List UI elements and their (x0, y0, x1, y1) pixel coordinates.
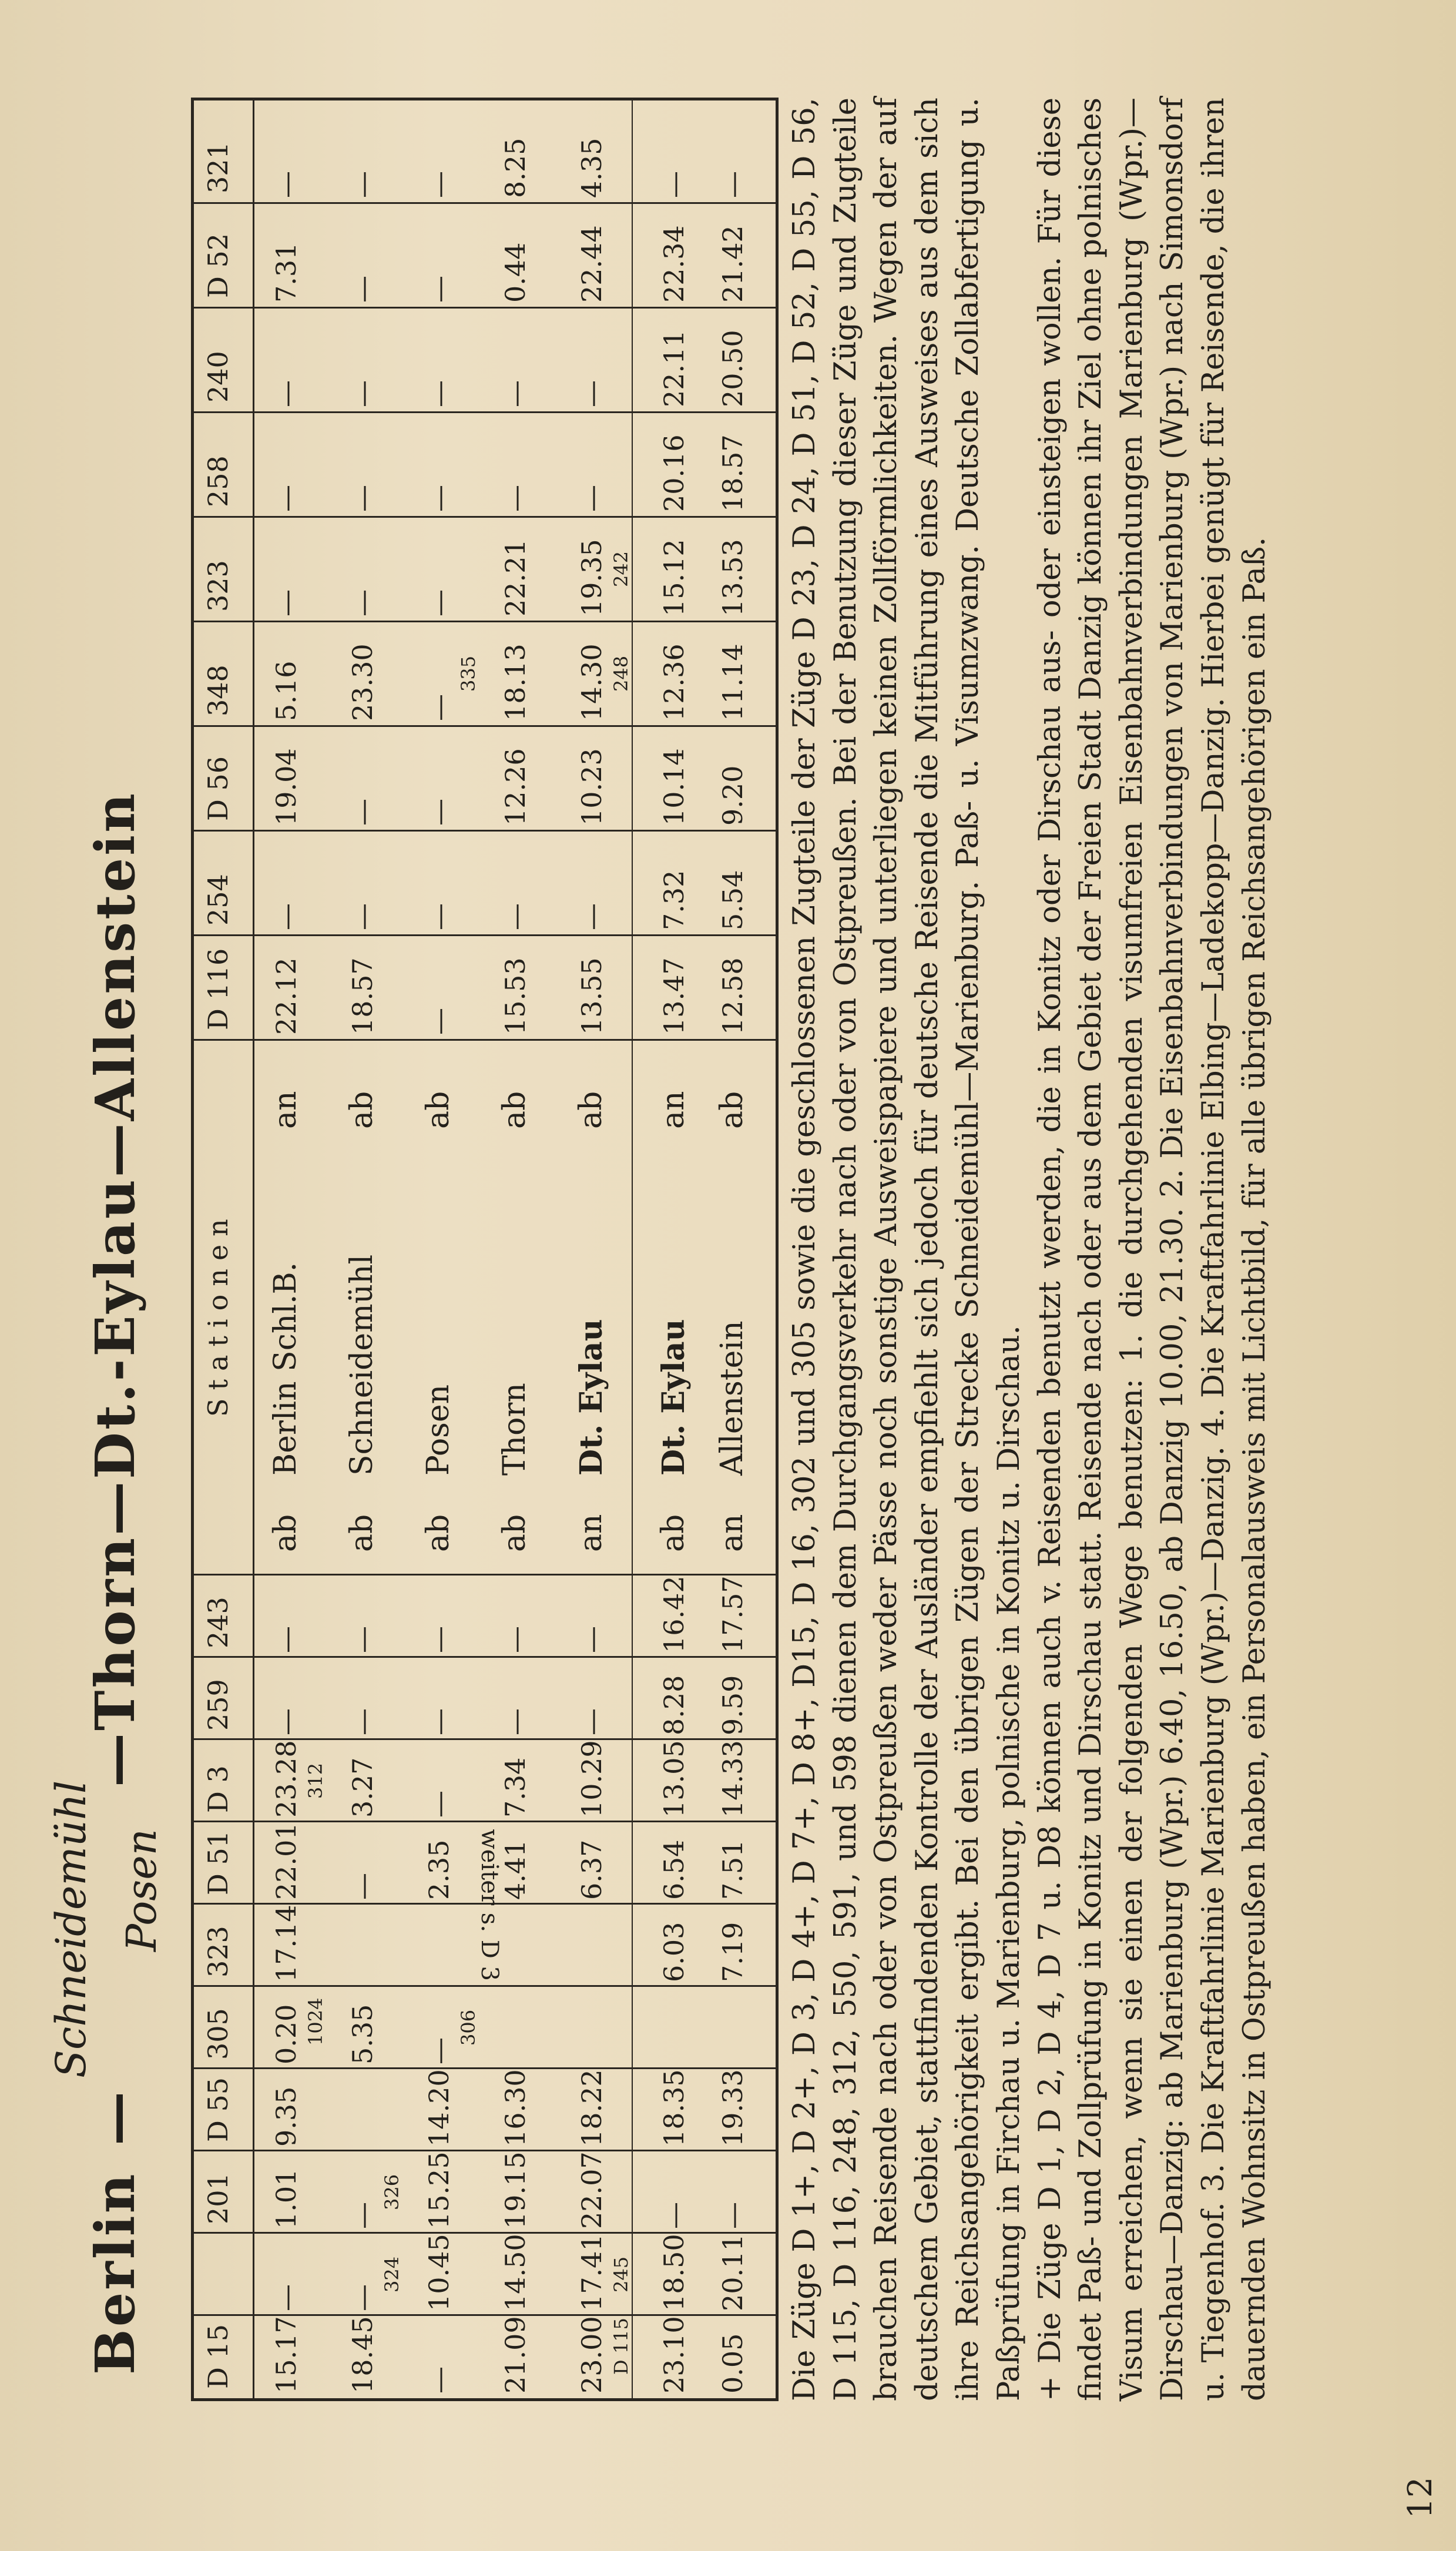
time-cell: 5.16 (270, 661, 302, 721)
time-cell: 23.28 (270, 1740, 302, 1818)
time-cell: — (347, 589, 378, 616)
column-rule (194, 2150, 776, 2151)
time-cell: — (499, 1626, 531, 1653)
time-cell: — (658, 171, 690, 198)
time-cell: — (270, 485, 302, 512)
time-cell: — (499, 903, 531, 930)
time-cell: 1.01 (270, 2168, 302, 2229)
time-cell: 16.30 (499, 2069, 531, 2147)
time-cell: — (347, 276, 378, 303)
column-header: D 51 (202, 1830, 234, 1895)
page-number: 12 (1401, 2476, 1440, 2519)
column-header: D 56 (202, 756, 234, 821)
connection-note: 324 (381, 2256, 403, 2292)
time-cell: 23.00 (576, 2316, 608, 2394)
time-cell: 19.35 (576, 539, 608, 616)
row-rule (632, 100, 633, 2398)
time-cell: 12.36 (658, 643, 690, 721)
column-header: D 55 (202, 2077, 234, 2142)
time-cell: 15.12 (658, 539, 690, 616)
time-cell: — (270, 2284, 302, 2311)
time-cell: 11.14 (717, 643, 749, 721)
time-cell: 23.10 (658, 2316, 690, 2394)
column-header: D 116 (202, 948, 234, 1030)
station-prefix: an (714, 1514, 750, 1552)
time-cell: 14.50 (499, 2234, 531, 2311)
time-cell: — (423, 694, 455, 721)
time-cell: — (347, 1873, 378, 1900)
time-cell: 18.22 (576, 2069, 608, 2147)
column-header: D 3 (202, 1765, 234, 1813)
time-cell: 13.53 (717, 539, 749, 616)
time-cell: — (717, 2202, 749, 2229)
time-cell: — (499, 485, 531, 512)
time-cell: — (270, 903, 302, 930)
station-name: Dt. Eylau (573, 1319, 609, 1476)
time-cell: — (270, 589, 302, 616)
weiter-note: weiter s. D 3 (476, 1829, 503, 1981)
column-header: 201 (202, 2173, 234, 2224)
time-cell: — (423, 1008, 455, 1035)
time-cell: — (347, 799, 378, 826)
time-cell: 15.25 (423, 2151, 455, 2229)
time-cell: 0.05 (717, 2333, 749, 2394)
time-cell: 19.33 (717, 2069, 749, 2147)
station-name: Dt. Eylau (656, 1319, 692, 1476)
time-cell: 10.23 (576, 748, 608, 826)
time-cell: — (347, 2202, 378, 2229)
time-cell: — (423, 171, 455, 198)
title-route-posen: Posen (118, 1829, 166, 1952)
time-cell: 7.51 (717, 1839, 749, 1900)
station-suffix: ab (497, 1091, 532, 1129)
time-cell: — (347, 1626, 378, 1653)
time-cell: 18.13 (499, 643, 531, 721)
time-cell: 22.11 (658, 330, 690, 407)
time-cell: 8.28 (658, 1675, 690, 1735)
column-header: 323 (202, 1926, 234, 1977)
time-cell: — (717, 171, 749, 198)
time-cell: 20.50 (717, 330, 749, 407)
time-cell: 16.42 (658, 1575, 690, 1653)
time-cell: 18.57 (347, 957, 378, 1035)
column-header: 323 (202, 560, 234, 612)
title-berlin: Berlin (83, 2171, 147, 2375)
time-cell: 15.17 (270, 2316, 302, 2394)
time-cell: 13.05 (658, 1740, 690, 1818)
time-cell: 5.35 (347, 2004, 378, 2064)
time-cell: 18.35 (658, 2069, 690, 2147)
time-cell: — (423, 1791, 455, 1818)
time-cell: 2.35 (423, 1839, 455, 1900)
time-cell: 23.30 (347, 643, 378, 721)
station-suffix: an (268, 1091, 303, 1129)
station-suffix: ab (421, 1091, 456, 1129)
connection-note: 1024 (304, 1997, 327, 2046)
time-cell: — (423, 380, 455, 407)
time-cell: — (347, 485, 378, 512)
connection-note: 312 (304, 1762, 327, 1799)
column-header: 259 (202, 1679, 234, 1731)
time-cell: 4.35 (576, 138, 608, 198)
time-cell: 13.47 (658, 957, 690, 1035)
column-rule (194, 1985, 776, 1987)
connection-note: D 115 (610, 2318, 632, 2375)
time-cell: 10.45 (423, 2234, 455, 2311)
footnote-paragraph: Die Züge D 1+, D 2+, D 3, D 4+, D 7+, D 8+, D15, D 16, 302 und 305 sowie die geschlossenen Zugteile der Züge D 23, D 24, D 51, D 52, D 55, D 56, D 115, D 116, 248, 312, 550, 591, und 598 dienen dem Durchgangsverkehr nach oder von Ostpreußen. Bei der Benutzung dieser Züge und Zugteile brauchen Reisende nach oder von Ostpreußen weder Pässe noch sonstige Ausweispapiere und unterliegen keinen Zollförmlichkeiten. Wegen der auf deutschem Gebiet, stattfindenden Kontrolle der Ausländer empfiehlt sich jedoch für deutsche Reisende die Mitführung eines Ausweises aus dem sich ihre Reichsangehörigkeit ergibt. Bei den übrigen Zügen der Strecke Schneidemühl—Marienburg. Paß- u. Visumzwang. Deutsche Zollabfertigung u. Paßprüfung in Firchau u. Marienburg, polnische in Konitz u. Dirschau. (787, 98, 1026, 2401)
station-suffix: ab (573, 1091, 609, 1129)
column-header: D 15 (202, 2324, 234, 2389)
title-rest: —Thorn—Dt.-Eylau—Allenstein (83, 791, 147, 1787)
time-cell: — (347, 903, 378, 930)
time-cell: 22.44 (576, 225, 608, 303)
time-cell: 21.42 (717, 225, 749, 303)
time-cell: — (423, 799, 455, 826)
time-cell: 8.25 (499, 138, 531, 198)
column-rule (194, 621, 776, 622)
time-cell: 17.57 (717, 1575, 749, 1653)
connection-note: 335 (457, 655, 479, 692)
column-rule (194, 516, 776, 518)
time-cell: — (347, 1708, 378, 1735)
time-cell: 22.07 (576, 2151, 608, 2229)
station-name: Thorn (497, 1383, 532, 1476)
time-cell: 6.54 (658, 1839, 690, 1900)
column-header: 348 (202, 665, 234, 716)
connection-note: 326 (381, 2174, 403, 2210)
time-cell: — (423, 2037, 455, 2064)
time-cell: — (423, 1708, 455, 1735)
time-cell: 0.20 (270, 2004, 302, 2064)
connection-note: 248 (610, 655, 632, 692)
time-cell: 4.41 (499, 1839, 531, 1900)
column-header: D 52 (202, 233, 234, 298)
time-cell: — (270, 171, 302, 198)
station-prefix: ab (268, 1514, 303, 1552)
time-cell: — (499, 380, 531, 407)
time-cell: — (423, 1626, 455, 1653)
time-cell: — (576, 1708, 608, 1735)
time-cell: 22.34 (658, 225, 690, 303)
column-rule (194, 1656, 776, 1658)
time-cell: — (423, 589, 455, 616)
time-cell: 13.55 (576, 957, 608, 1035)
time-cell: — (576, 1626, 608, 1653)
time-cell: 6.03 (658, 1922, 690, 1982)
title-route-schneidemuehl: Schneidemühl (47, 1780, 95, 2078)
time-cell: — (499, 1708, 531, 1735)
time-cell: 14.33 (717, 1740, 749, 1818)
time-cell: 0.44 (499, 242, 531, 303)
station-prefix: ab (497, 1514, 532, 1552)
time-cell: 10.14 (658, 748, 690, 826)
column-rule (194, 202, 776, 204)
time-cell: 19.15 (499, 2151, 531, 2229)
connection-note: 306 (457, 2009, 479, 2046)
column-rule (194, 411, 776, 413)
time-cell: 22.12 (270, 957, 302, 1035)
time-cell: — (347, 2284, 378, 2311)
time-cell: — (423, 2366, 455, 2394)
time-cell: 9.20 (717, 765, 749, 826)
time-cell: 22.01 (270, 1822, 302, 1900)
time-cell: 19.04 (270, 748, 302, 826)
station-name: Berlin Schl.B. (268, 1262, 303, 1476)
time-cell: — (347, 171, 378, 198)
time-cell: 14.30 (576, 643, 608, 721)
time-cell: 22.21 (499, 539, 531, 616)
footnote-paragraph: + Die Züge D 1, D 2, D 4, D 7 u. D8 können auch v. Reisenden benutzt werden, die in Konitz oder Dirschau aus- oder einsteigen wollen. Für diese findet Paß- und Zollprüfung in Konitz und Dirschau statt. Reisende nach oder aus dem Gebiet der Freien Stadt Danzig können ihr Ziel ohne polnisches Visum erreichen, wenn sie einen der folgenden Wege benutzen: 1. die durchgehenden visumfreien Eisenbahnverbindungen Marienburg (Wpr.)—Dirschau—Danzig: ab Marienburg (Wpr.) 6.40, 16.50, ab Danzig 10.00, 21.30. 2. Die Eisenbahnverbindungen von Marienburg (Wpr.) nach Simonsdorf u. Tiegenhof. 3. Die Kraftfahrlinie Marienburg (Wpr.)—Danzig. 4. Die Kraftfahrlinie Elbing—Ladekopp—Danzig. Hierbei genügt für Reisende, die ihren dauernden Wohnsitz in Ostpreußen haben, ein Personalausweis mit Lichtbild, für alle übrigen Reichsangehörigen ein Paß. (1032, 98, 1272, 2401)
time-cell: 17.14 (270, 1905, 302, 1982)
time-cell: 7.31 (270, 242, 302, 303)
time-cell: — (270, 1626, 302, 1653)
route-title (47, 142, 182, 2375)
header-rule (253, 100, 254, 2398)
station-name: Posen (421, 1384, 456, 1476)
column-rule (194, 307, 776, 309)
time-cell: — (347, 380, 378, 407)
column-header: 321 (202, 142, 234, 193)
time-cell: 21.09 (499, 2316, 531, 2394)
column-header: 243 (202, 1597, 234, 1648)
time-cell: 12.58 (717, 957, 749, 1035)
time-cell: 18.45 (347, 2316, 378, 2394)
column-rule (194, 934, 776, 936)
column-header: 258 (202, 455, 234, 507)
time-cell: — (576, 903, 608, 930)
connection-note: 242 (610, 551, 632, 587)
station-name: Schneidemühl (344, 1254, 380, 1476)
column-header: 254 (202, 874, 234, 926)
time-cell: 6.37 (576, 1839, 608, 1900)
time-cell: 7.32 (658, 870, 690, 930)
time-cell: — (423, 485, 455, 512)
time-cell: 14.20 (423, 2069, 455, 2147)
time-cell: 10.29 (576, 1740, 608, 1818)
time-cell: 20.16 (658, 434, 690, 512)
column-header: 240 (202, 351, 234, 403)
time-cell: — (423, 903, 455, 930)
time-cell: 9.35 (270, 2086, 302, 2147)
station-prefix: an (573, 1514, 609, 1552)
time-cell: — (576, 485, 608, 512)
time-cell: 18.57 (717, 434, 749, 512)
time-cell: 20.11 (717, 2234, 749, 2311)
column-rule (194, 830, 776, 832)
station-name: Allenstein (714, 1320, 750, 1476)
title-dash: — (83, 2089, 147, 2146)
timetable-table (191, 98, 779, 2401)
column-rule (194, 1039, 776, 1041)
time-cell: — (658, 2202, 690, 2229)
time-cell: — (576, 380, 608, 407)
time-cell: — (270, 380, 302, 407)
time-cell: 12.26 (499, 748, 531, 826)
time-cell: 17.41 (576, 2234, 608, 2311)
stations-header: Stationen (202, 1211, 234, 1417)
station-prefix: ab (344, 1514, 380, 1552)
time-cell: 5.54 (717, 870, 749, 930)
column-rule (194, 725, 776, 727)
time-cell: — (270, 1708, 302, 1735)
station-suffix: ab (344, 1091, 380, 1129)
time-cell: 7.34 (499, 1757, 531, 1818)
time-cell: 9.59 (717, 1675, 749, 1735)
time-cell: 7.19 (717, 1922, 749, 1982)
time-cell: 3.27 (347, 1757, 378, 1818)
station-suffix: an (656, 1091, 691, 1129)
footnotes (784, 98, 1448, 2401)
time-cell: 18.50 (658, 2234, 690, 2311)
time-cell: 15.53 (499, 957, 531, 1035)
station-prefix: ab (656, 1514, 691, 1552)
column-header: 305 (202, 2008, 234, 2060)
connection-note: 245 (610, 2256, 632, 2292)
time-cell: — (423, 276, 455, 303)
station-prefix: ab (421, 1514, 456, 1552)
station-suffix: ab (714, 1091, 750, 1129)
